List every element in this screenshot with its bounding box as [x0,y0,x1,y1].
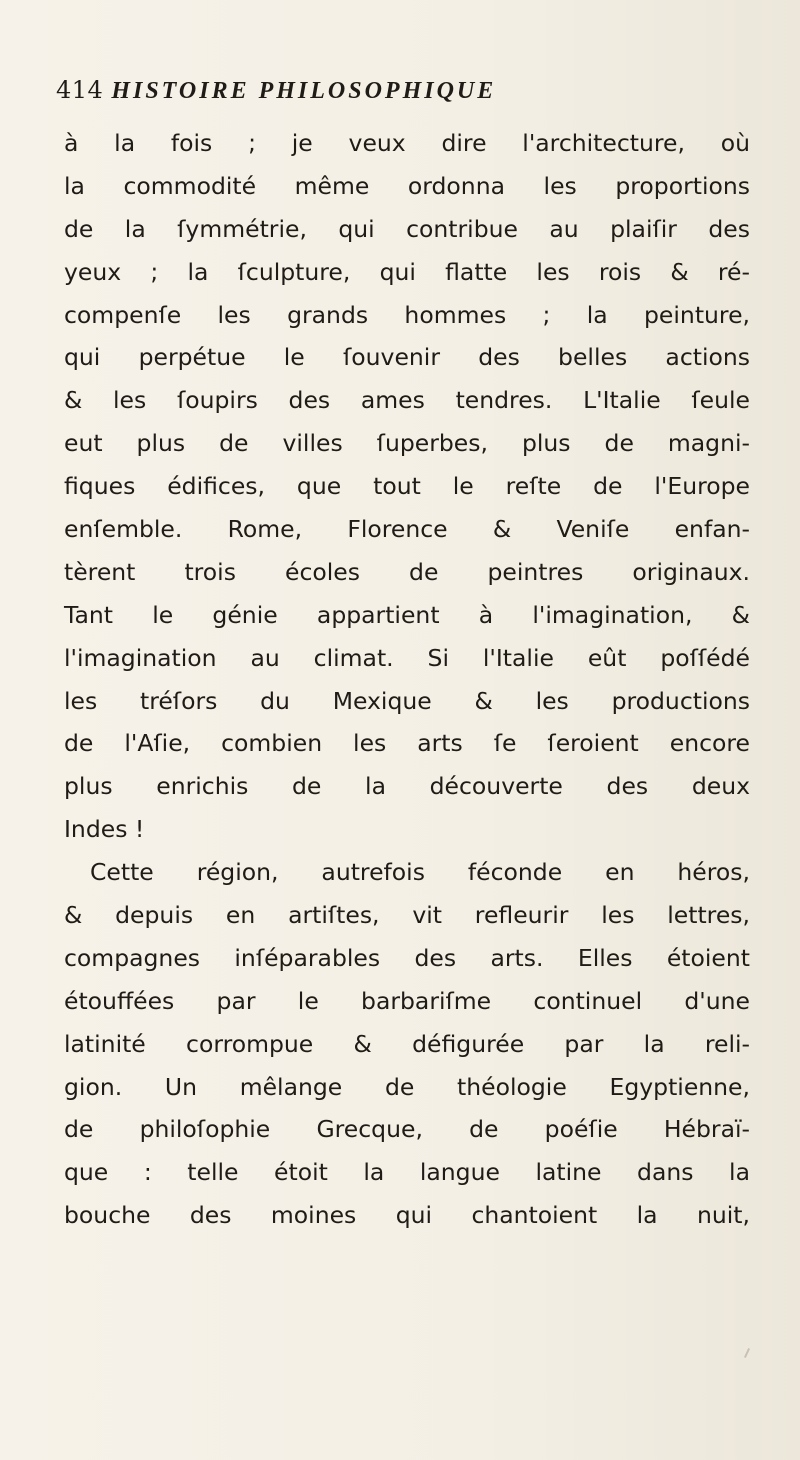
text-line: compagnes inſéparables des arts. Elles étoient [64,943,750,972]
text-line: compenſe les grands hommes ; la peinture, [64,300,750,329]
text-line: plus enrichis de la découverte des deux [64,772,750,801]
text-line: de la ſymmétrie, qui contribue au plaiſir des [64,214,750,243]
text-line: gion. Un mêlange de théologie Egyptienne, [64,1072,750,1101]
text-line: latinité corrompue & défigurée par la reli- [64,1029,750,1058]
body-text [64,122,750,1237]
text-line: bouche des moines qui chantoient la nuit, [64,1201,750,1230]
paper-speck [744,1348,750,1358]
text-line: étouffées par le barbariſme continuel d'une [64,986,750,1015]
text-line: de l'Aſie, combien les arts ſe ſeroient encore [64,729,750,758]
text-line: à la fois ; je veux dire l'architecture, où [64,129,750,157]
text-line: Indes ! [64,815,145,844]
running-head [56,76,756,120]
text-line: les tréſors du Mexique & les productions [64,686,750,715]
text-line: yeux ; la ſculpture, qui flatte les rois & ré- [64,257,750,286]
text-line: & depuis en artiſtes, vit refleurir les lettres, [64,901,750,930]
paragraph-1 [64,122,750,851]
text-line: que : telle étoit la langue latine dans la [64,1158,750,1187]
text-line: tèrent trois écoles de peintres originaux. [64,557,750,586]
text-line: enſemble. Rome, Florence & Veniſe enfan- [64,515,750,544]
text-line: l'imagination au climat. Si l'Italie eût poſſédé [64,643,750,672]
text-line: Tant le génie appartient à l'imagination, & [64,600,750,629]
paragraph-2 [64,851,750,1237]
text-line: de philoſophie Grecque, de poéſie Hébraï- [64,1115,750,1144]
text-line: qui perpétue le ſouvenir des belles actions [64,343,750,372]
page-number: 414 [56,76,104,104]
text-line: eut plus de villes ſuperbes, plus de magni- [64,429,750,458]
running-title: HISTOIRE PHILOSOPHIQUE [111,78,497,104]
text-line: & les ſoupirs des ames tendres. L'Italie ſeule [64,386,750,415]
text-line: Cette région, autrefois féconde en héros, [90,858,750,887]
text-line: la commodité même ordonna les proportions [64,171,750,200]
text-line: fiques édifices, que tout le reſte de l'Europe [64,472,750,501]
